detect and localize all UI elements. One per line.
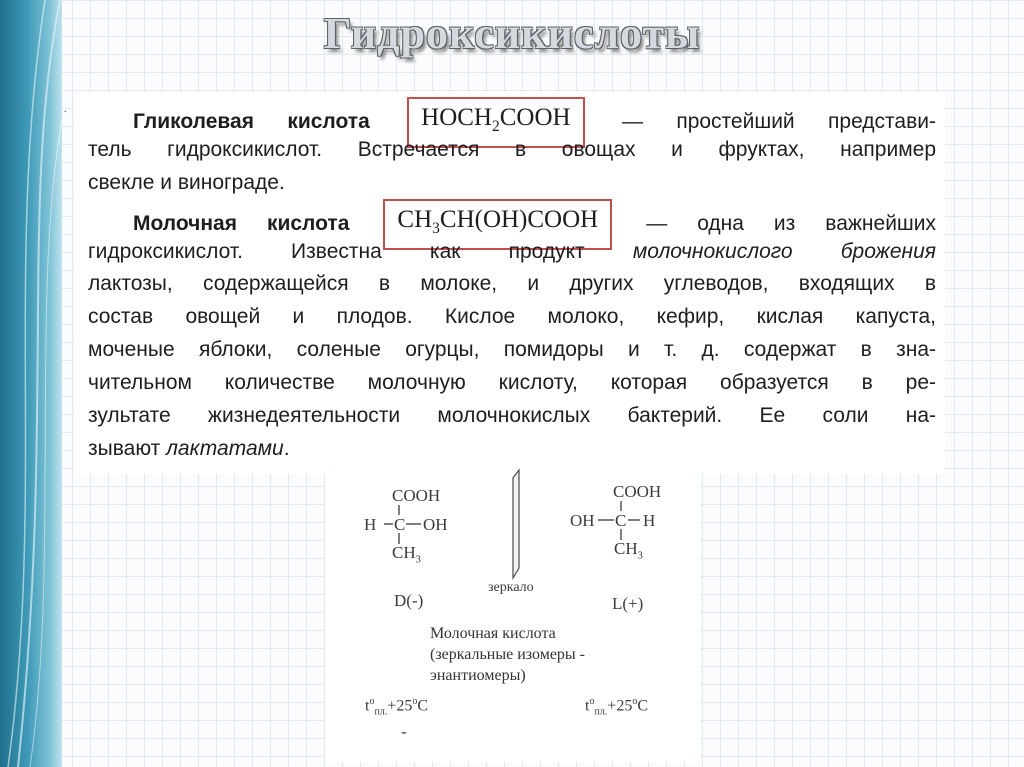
stray-minus-mark: - (401, 722, 407, 741)
left-c: C (394, 515, 406, 534)
glycolic-acid-formula: $HOCH_2COOH$ (407, 97, 584, 148)
slide-title: Гидроксикислоты (323, 9, 701, 58)
lactic-acid-term: Молочная кислота (133, 212, 350, 236)
band-wave-decoration (0, 0, 62, 767)
left-cooh: COOH (392, 486, 441, 505)
left-melting-point: $t^o_{пл.}+25^oC$ (365, 696, 428, 718)
right-c: C (615, 511, 627, 530)
paragraph1-line2: тель гидроксикислот. Встречается в овощах и фруктах, например (88, 138, 936, 161)
paragraph1-line3: свекле и винограде. (88, 171, 285, 194)
paragraph1-line1: Гликолевая кислота $HOCH_2COOH$ — простейший представи- (133, 97, 936, 148)
decorative-side-band (0, 0, 62, 767)
paragraph2-line2: гидроксикислот. Известна как продукт молочнокислого брожения (88, 240, 936, 263)
mirror-label: зеркало (488, 580, 534, 595)
paragraph2-line6: чительном количестве молочную кислоту, которая образуется в ре- (88, 371, 936, 394)
fermentation-term: молочнокислого брожения (632, 240, 936, 263)
left-oh: OH (423, 515, 448, 534)
right-melting-point: $t^o_{пл.}+25^oC$ (585, 696, 648, 718)
lactic-acid-formula: $CH_3CH(OH)COOH$ (383, 199, 612, 250)
paragraph2-line1: Молочная кислота $CH_3CH(OH)COOH$ — одна из важнейших (133, 199, 936, 250)
right-oh: OH (570, 511, 595, 530)
paragraph2-line4: состав овощей и плодов. Кислое молоко, кефир, кислая капуста, (88, 305, 936, 328)
right-cooh: COOH (613, 482, 662, 501)
right-config-label: L(+) (612, 594, 644, 613)
diagram-caption-line3: энантиомеры) (430, 667, 526, 684)
left-ch3: $CH_3$ (392, 543, 421, 566)
lactates-term: лактатами (166, 437, 284, 460)
left-h: H (364, 515, 377, 534)
paragraph2-line3: лактозы, содержащейся в молоке, и других углеводов, входящих в (88, 272, 936, 295)
stray-dot: . (64, 104, 67, 115)
glycolic-acid-term: Гликолевая кислота (133, 110, 370, 134)
paragraph2-line7: зультате жизнедеятельности молочнокислых бактерий. Ее соли на- (88, 404, 936, 427)
right-h: H (643, 511, 656, 530)
diagram-caption-line2: (зеркальные изомеры - (430, 646, 586, 663)
paragraph2-line5: моченые яблоки, соленые огурцы, помидоры и т. д. содержат в зна- (88, 338, 936, 361)
paragraph2-line8: зывают лактатами. (88, 437, 290, 460)
left-config-label: D(-) (394, 591, 424, 610)
right-ch3: $CH_3$ (614, 539, 643, 562)
diagram-caption-line1: Молочная кислота (430, 625, 556, 642)
